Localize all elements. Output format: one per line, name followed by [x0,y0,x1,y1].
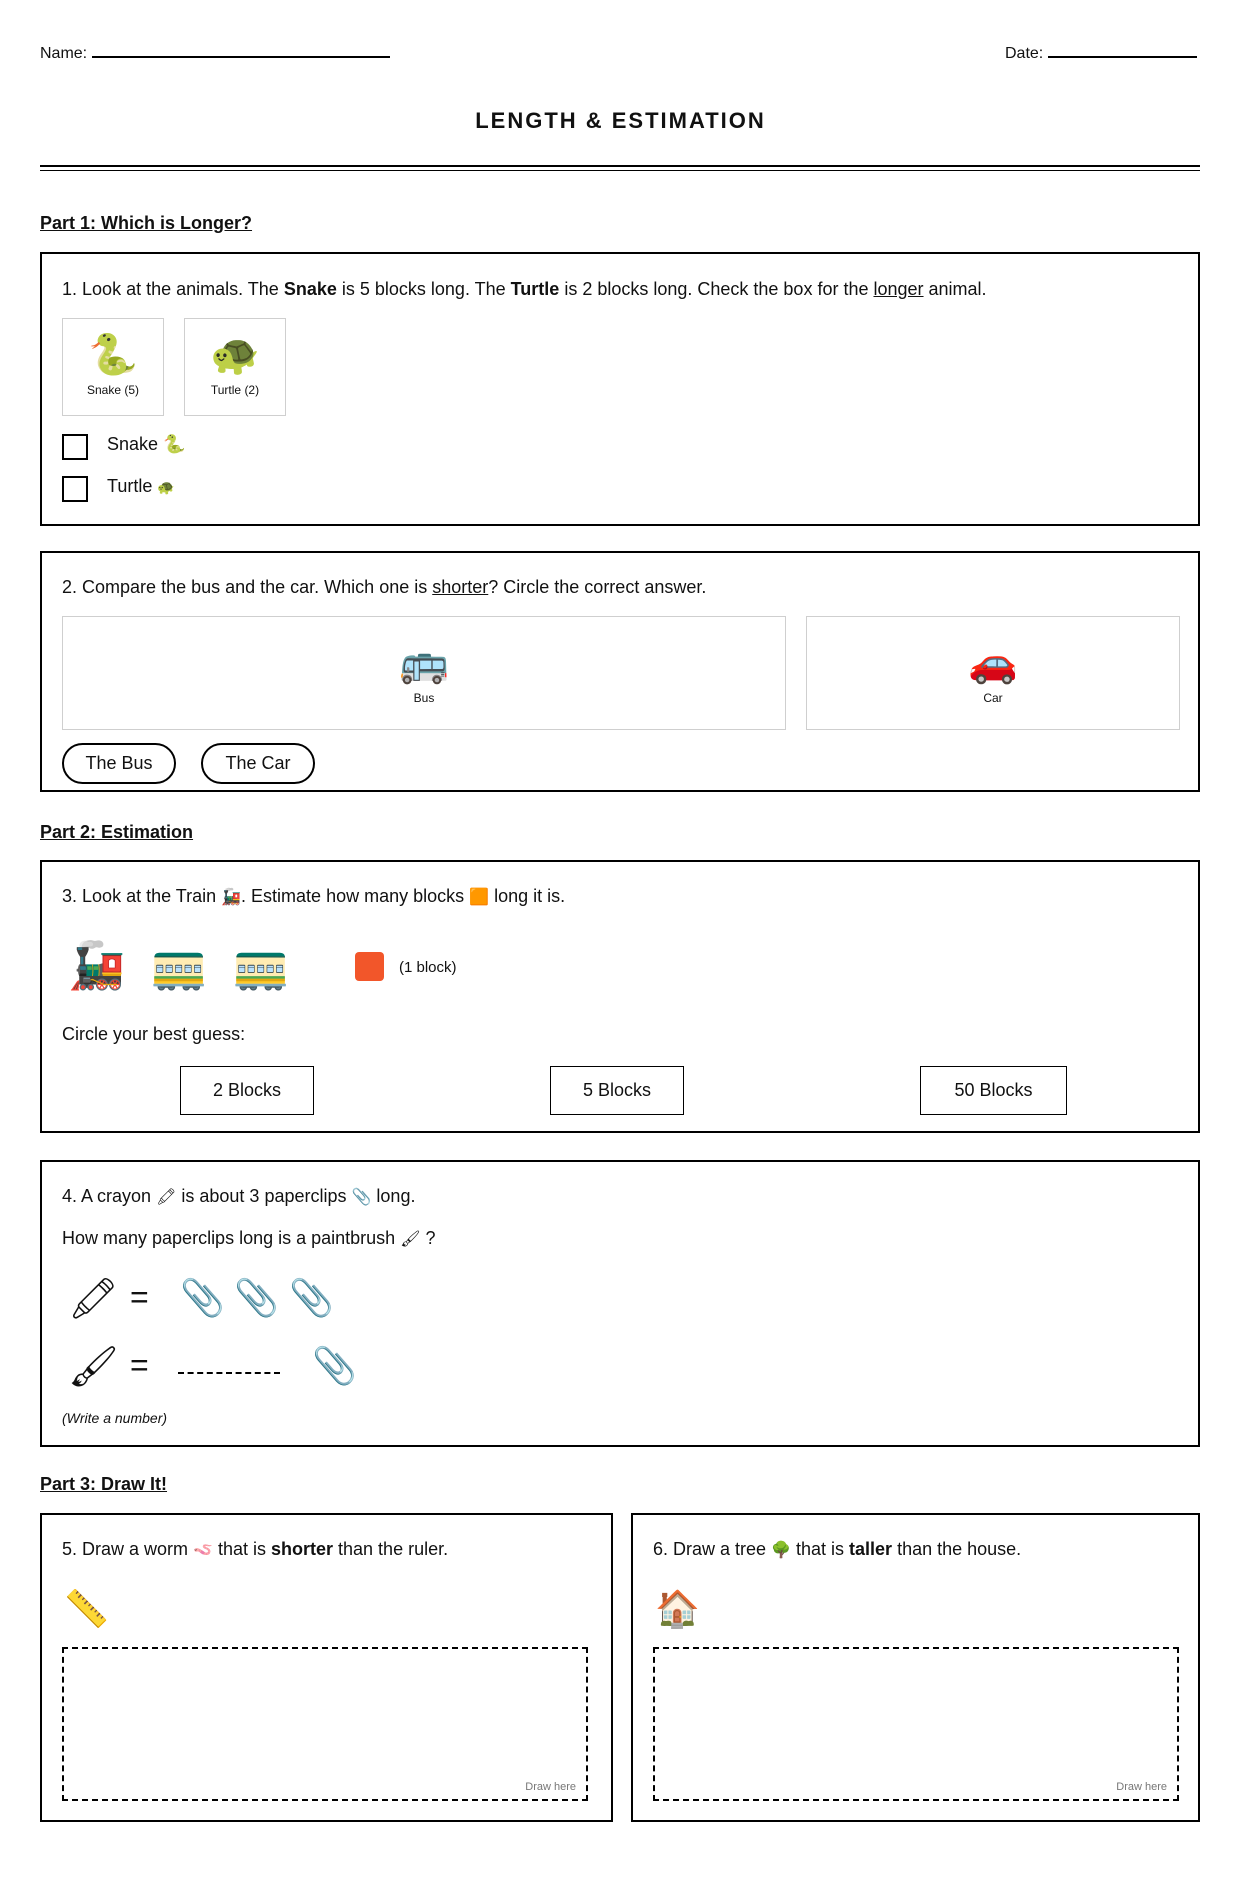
bus-caption: Bus [413,691,435,705]
train-icon: 🚂 [221,887,242,906]
turtle-option-label: Turtle 🐢 [107,476,175,496]
turtle-caption: Turtle (2) [210,383,260,397]
paperclip-icon: 📎 [234,1278,279,1319]
draw-hint: Draw here [525,1781,576,1793]
paperclip-icon: 📎 [289,1278,334,1319]
crayon-icon: 🖍 [68,1276,119,1322]
snake-icon: 🐍 [88,332,138,378]
snake-card [62,318,164,416]
question-6-text: 6. Draw a tree 🌳 that is taller than the house. [653,1539,1022,1559]
snake-checkbox[interactable] [62,434,88,460]
equals-sign: = [130,1347,149,1383]
crayon-icon: 🖍 [156,1187,177,1206]
bus-card [62,616,786,730]
name-field[interactable] [40,42,390,63]
name-label: Name: [40,45,88,62]
date-label: Date: [1005,45,1044,62]
guess-prompt: Circle your best guess: [62,1024,246,1044]
question-3-text: 3. Look at the Train 🚂. Estimate how many blocks 🟧 long it is. [62,886,566,906]
choice-5-blocks[interactable]: 5 Blocks [550,1066,684,1115]
name-line[interactable] [92,42,390,58]
car-icon: 🚗 [968,640,1018,686]
ruler-icon: 📏 [64,1589,109,1630]
divider [40,170,1200,171]
bus-icon: 🚌 [399,640,449,686]
draw-hint: Draw here [1116,1781,1167,1793]
part1-heading: Part 1: Which is Longer? [40,213,253,233]
paintbrush-icon: 🖌 [68,1344,119,1390]
draw-area-worm[interactable] [62,1647,588,1801]
worm-icon: 🪱 [193,1540,213,1559]
turtle-checkbox[interactable] [62,476,88,502]
turtle-card [184,318,286,416]
snake-caption: Snake (5) [86,383,140,397]
locomotive-icon: 🚂 [68,938,126,992]
paperclip-icon: 📎 [351,1187,372,1206]
snake-option-label: Snake 🐍 [107,434,186,455]
draw-area-tree[interactable] [653,1647,1179,1801]
question-4-line1: 4. A crayon 🖍 is about 3 paperclips 📎 long. [62,1186,416,1206]
answer-blank[interactable] [178,1372,280,1374]
part2-heading: Part 2: Estimation [40,822,194,842]
equals-sign: = [130,1279,149,1315]
question-4-box [40,1160,1200,1447]
turtle-icon: 🐢 [210,332,260,378]
question-5-text: 5. Draw a worm 🪱 that is shorter than the ruler. [62,1539,449,1559]
question-5-box [40,1513,613,1822]
question-1-box [40,252,1200,526]
tree-icon: 🌳 [771,1540,791,1559]
date-field[interactable] [1005,42,1197,63]
write-number-note: (Write a number) [62,1410,168,1426]
block-icon: 🟧 [469,887,490,906]
railway-car-icon: 🚃 [150,938,208,992]
turtle-icon: 🐢 [157,480,175,496]
choice-2-blocks[interactable]: 2 Blocks [180,1066,314,1115]
page-title: LENGTH & ESTIMATION [475,108,766,133]
railway-car-icon: 🚃 [232,938,290,992]
question-4-line2: How many paperclips long is a paintbrush 🖌 ? [62,1228,436,1248]
block-caption: (1 block) [399,959,457,976]
question-2-text: 2. Compare the bus and the car. Which one is shorter? Circle the correct answer. [62,577,707,597]
question-6-box [631,1513,1200,1822]
divider [40,165,1200,169]
paperclip-icon: 📎 [312,1346,357,1387]
date-line[interactable] [1048,42,1197,58]
question-1-text: 1. Look at the animals. The Snake is 5 blocks long. The Turtle is 2 blocks long. Check the box for the longer animal. [62,279,987,299]
snake-icon: 🐍 [163,434,186,455]
house-icon: 🏠 [655,1589,700,1630]
block-icon [355,952,384,981]
car-caption: Car [983,691,1003,705]
answer-the-car[interactable]: The Car [201,743,315,784]
car-card [806,616,1180,730]
question-3-box [40,860,1200,1133]
answer-the-bus[interactable]: The Bus [62,743,176,784]
question-2-box [40,551,1200,792]
paperclip-icon: 📎 [180,1278,225,1319]
choice-50-blocks[interactable]: 50 Blocks [920,1066,1067,1115]
paintbrush-icon: 🖌 [400,1229,421,1248]
part3-heading: Part 3: Draw It! [40,1474,168,1494]
